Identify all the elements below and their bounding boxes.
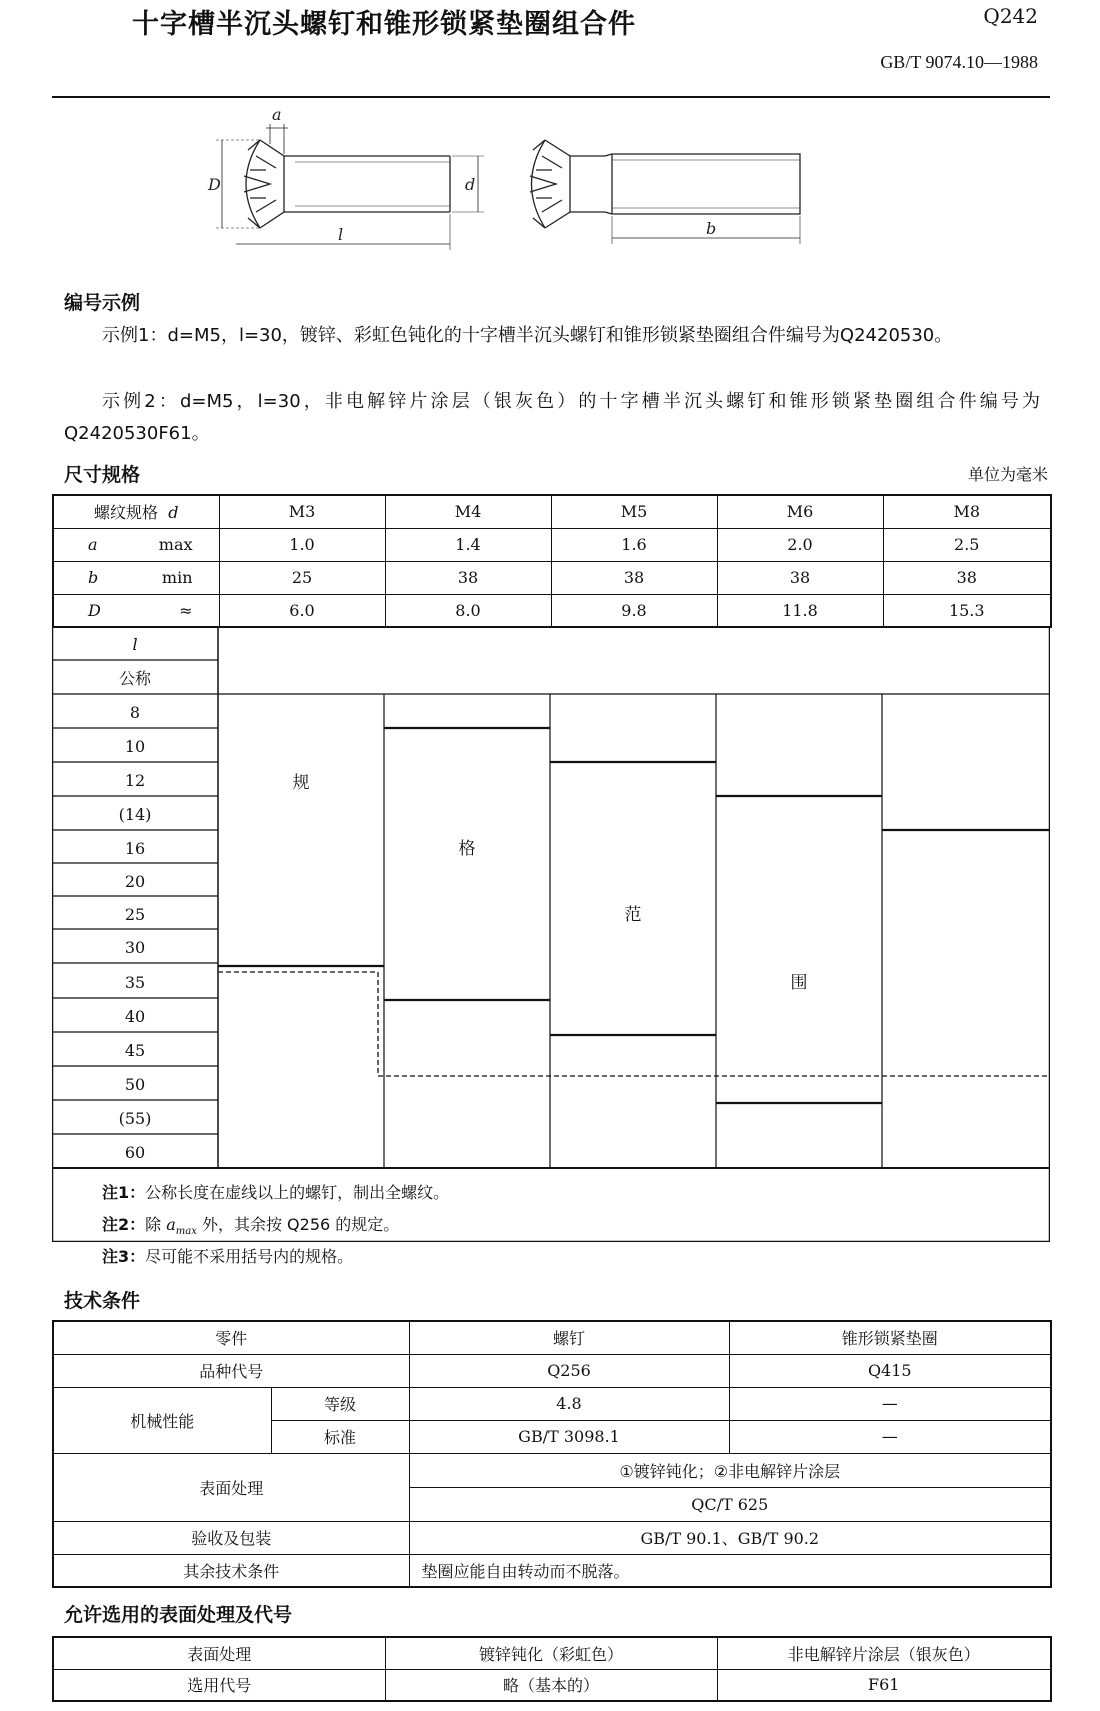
b-m5: 38 [551, 561, 717, 594]
grade-label: 等级 [271, 1387, 409, 1420]
surface-row-label: 表面处理 [53, 1637, 385, 1669]
table-row [53, 495, 1051, 528]
table-row [53, 594, 1051, 627]
b-m4: 38 [385, 561, 551, 594]
a-m3: 1.0 [219, 528, 385, 561]
example-2: 示例2：d=M5，l=30，非电解锌片涂层（银灰色）的十字槽半沉头螺钉和锥形锁紧垫圈组合件编号为 Q2420530F61。 [64, 391, 1040, 444]
surface-codes-heading: 允许选用的表面处理及代号 [64, 1604, 293, 1626]
mech-label: 机械性能 [53, 1387, 271, 1453]
surface-standard: QC/T 625 [409, 1487, 1051, 1521]
range-label-3: 范 [624, 905, 642, 925]
technical-table [52, 1320, 1052, 1588]
b-m6: 38 [717, 561, 883, 594]
surface-label: 表面处理 [53, 1453, 409, 1521]
l-symbol: l [132, 635, 138, 654]
other-label: 其余技术条件 [53, 1554, 409, 1587]
col-part: 零件 [53, 1321, 409, 1354]
accept-label: 验收及包装 [53, 1521, 409, 1554]
col-washer: 锥形锁紧垫圈 [729, 1321, 1051, 1354]
table-row [53, 1354, 1051, 1387]
length-10: 10 [124, 737, 146, 756]
a-m6: 2.0 [717, 528, 883, 561]
note-3: 注3：尽可能不采用括号内的规格。 [102, 1247, 354, 1266]
D-m6: 11.8 [717, 594, 883, 627]
surface-codes-table [52, 1636, 1052, 1702]
length-55: (55) [118, 1109, 152, 1128]
row-label-D: D ≈ [53, 594, 219, 627]
row-label-b: b min [53, 561, 219, 594]
thread-m6: M6 [717, 495, 883, 528]
length-40: 40 [124, 1007, 146, 1026]
std-screw: GB/T 3098.1 [409, 1420, 729, 1453]
thread-label-cell: 螺纹规格 d [53, 495, 219, 528]
length-60: 60 [124, 1143, 146, 1162]
length-50: 50 [124, 1075, 146, 1094]
dimensions-heading: 尺寸规格 [64, 464, 141, 486]
note-2: 注2：除 $a_{max}$ 外，其余按 Q256 的规定。 [102, 1215, 400, 1238]
grade-screw: 4.8 [409, 1387, 729, 1420]
std-label: 标准 [271, 1420, 409, 1453]
table-row [53, 1554, 1051, 1587]
thread-m3: M3 [219, 495, 385, 528]
unit-note: 单位为毫米 [967, 465, 1048, 484]
variety-washer: Q415 [729, 1354, 1051, 1387]
table-row [53, 528, 1051, 561]
dim-a-label: a [272, 105, 282, 124]
length-14: (14) [118, 805, 152, 824]
length-45: 45 [124, 1041, 146, 1060]
variety-label: 品种代号 [53, 1354, 409, 1387]
note-1: 注1：公称长度在虚线以上的螺钉，制出全螺纹。 [102, 1183, 450, 1202]
table-row [53, 1321, 1051, 1354]
range-label-1: 规 [292, 773, 310, 793]
surface-option-2: 非电解锌片涂层（银灰色） [717, 1637, 1051, 1669]
table-row [53, 561, 1051, 594]
std-washer: — [729, 1420, 1051, 1453]
length-35: 35 [124, 973, 146, 992]
a-m5: 1.6 [551, 528, 717, 561]
part-code: Q242 [983, 4, 1038, 28]
dimension-table [52, 494, 1052, 628]
dim-b-label: b [706, 219, 717, 238]
length-16: 16 [124, 839, 146, 858]
page-title: 十字槽半沉头螺钉和锥形锁紧垫圈组合件 [132, 9, 636, 40]
D-m4: 8.0 [385, 594, 551, 627]
thread-m8: M8 [883, 495, 1051, 528]
code-row-label: 选用代号 [53, 1669, 385, 1701]
surface-value: ①镀锌钝化；②非电解锌片涂层 [409, 1453, 1051, 1487]
screw-drawing [200, 104, 900, 274]
header-rule [52, 96, 1050, 98]
table-row [53, 1669, 1051, 1701]
length-8: 8 [129, 703, 141, 722]
D-m8: 15.3 [883, 594, 1051, 627]
b-m8: 38 [883, 561, 1051, 594]
a-m8: 2.5 [883, 528, 1051, 561]
length-30: 30 [124, 938, 146, 957]
dim-D-label: D [208, 175, 221, 194]
code-option-1: 略（基本的） [385, 1669, 717, 1701]
D-m3: 6.0 [219, 594, 385, 627]
range-label-4: 围 [790, 973, 808, 993]
thread-m4: M4 [385, 495, 551, 528]
table-row [53, 1521, 1051, 1554]
table-row [53, 1637, 1051, 1669]
row-label-a: a max [53, 528, 219, 561]
D-m5: 9.8 [551, 594, 717, 627]
example-1: 示例1：d=M5，l=30，镀锌、彩虹色钝化的十字槽半沉头螺钉和锥形锁紧垫圈组合件编号为Q2420530。 [102, 325, 953, 346]
length-20: 20 [124, 872, 146, 891]
examples-heading: 编号示例 [64, 292, 141, 314]
length-25: 25 [124, 905, 146, 924]
length-range-grid [52, 626, 1050, 1242]
thread-m5: M5 [551, 495, 717, 528]
code-option-2: F61 [717, 1669, 1051, 1701]
grade-washer: — [729, 1387, 1051, 1420]
technical-heading: 技术条件 [64, 1290, 141, 1312]
table-row [53, 1453, 1051, 1487]
table-row [53, 1387, 1051, 1420]
accept-value: GB/T 90.1、GB/T 90.2 [409, 1521, 1051, 1554]
b-m3: 25 [219, 561, 385, 594]
l-nominal-label: 公称 [118, 669, 152, 688]
length-12: 12 [124, 771, 146, 790]
a-m4: 1.4 [385, 528, 551, 561]
range-label-2: 格 [458, 839, 476, 859]
surface-option-1: 镀锌钝化（彩虹色） [385, 1637, 717, 1669]
other-value: 垫圈应能自由转动而不脱落。 [409, 1554, 1051, 1587]
standard-number: GB/T 9074.10—1988 [880, 52, 1038, 72]
col-screw: 螺钉 [409, 1321, 729, 1354]
dim-d-label: d [465, 175, 476, 194]
dim-l-label: l [338, 225, 344, 244]
variety-screw: Q256 [409, 1354, 729, 1387]
